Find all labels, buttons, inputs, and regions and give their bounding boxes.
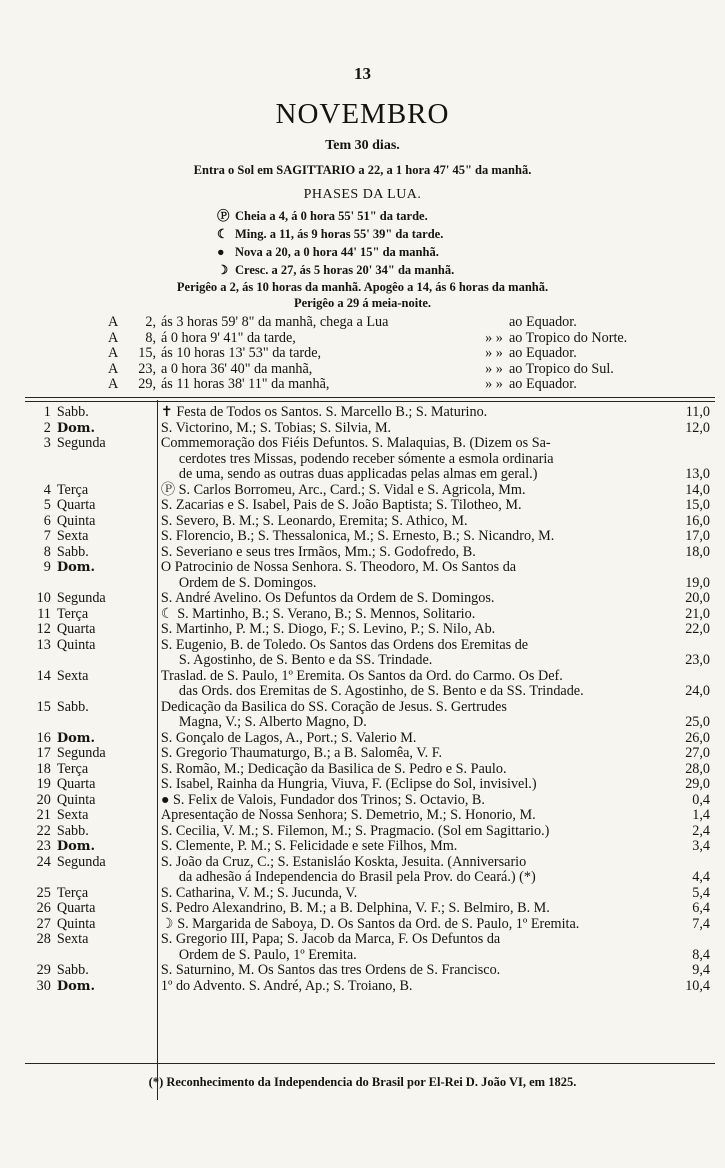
calendar-saints-text <box>161 700 663 731</box>
full-moon-icon: Ⓟ <box>217 209 230 223</box>
saints-text-line: O Patrocinio de Nossa Senhora. S. Theodoro, M. Os Santos da <box>160 559 517 575</box>
moon-age-number: 7,4 <box>692 915 711 932</box>
equator-day: 29, <box>138 376 156 392</box>
calendar-day-number: 20 <box>36 791 51 808</box>
calendar-saints-text <box>161 560 663 591</box>
calendar-weekday: Sabb. <box>56 822 89 839</box>
footnote: (*) Reconhecimento da Independencia do Brasil por El-Rei D. João VI, em 1825. <box>148 1075 577 1089</box>
moon-age-number: 28,0 <box>685 760 711 777</box>
equator-destination: ao Equador. <box>509 314 577 330</box>
moon-age-number: 13,0 <box>685 466 711 482</box>
calendar-day-number: 25 <box>36 884 51 901</box>
calendar-saints-text <box>161 901 663 917</box>
equator-day: 8, <box>145 329 156 346</box>
saints-text-line: Magna, V.; S. Alberto Magno, D. <box>178 714 367 730</box>
moon-phase-new <box>217 243 547 261</box>
calendar-weekday: Dom. <box>56 730 96 746</box>
moon-age-number: 23,0 <box>685 652 711 668</box>
saints-text-line: S. Severo, B. M.; S. Leonardo, Eremita; S. Athico, M. <box>160 512 468 529</box>
saints-text-line: S. Isabel, Rainha da Hungria, Viuva, F. (Eclipse do Sol, invisivel.) <box>160 776 537 792</box>
calendar-weekday: Segunda <box>56 435 106 451</box>
calendar-saints-text <box>161 777 663 793</box>
calendar-saints-text <box>161 669 663 700</box>
saints-text-line: S. André Avelino. Os Defuntos da Ordem de S. Domingos. <box>160 590 495 606</box>
saints-text-line: cerdotes tres Missas, podendo receber sómente a esmola ordinaria <box>178 450 554 467</box>
equator-destination: ao Tropico do Sul. <box>509 360 614 377</box>
saints-text-line: S. Eugenio, B. de Toledo. Os Santos das Ordens dos Eremitas de <box>160 636 529 653</box>
calendar-row <box>35 979 710 995</box>
calendar-row <box>35 483 710 499</box>
equator-row <box>108 377 627 393</box>
calendar-saints-text <box>161 731 663 747</box>
saints-text-line: ● S. Felix de Valois, Fundador dos Trinos; S. Octavio, B. <box>160 791 485 808</box>
calendar-saints-text <box>161 405 663 421</box>
moon-phase-text: Ming. a 11, ás 9 horas 55' 39" da tarde. <box>235 227 444 241</box>
waxing-moon-icon: ☽ <box>217 263 229 277</box>
saints-text-line: S. Saturnino, M. Os Santos das tres Ordens de S. Francisco. <box>160 962 501 978</box>
equator-ditto: » » <box>485 345 503 361</box>
new-moon-icon: ● <box>217 245 225 259</box>
calendar-weekday: Segunda <box>56 745 106 761</box>
calendar-row <box>35 405 710 421</box>
calendar-saints-text <box>161 545 663 561</box>
calendar-day-number: 21 <box>36 807 51 823</box>
equator-ditto: » » <box>485 329 503 346</box>
calendar-row <box>35 746 710 762</box>
calendar-row <box>35 700 710 731</box>
calendar-saints-text <box>161 963 663 979</box>
moon-age-number: 26,0 <box>685 729 711 746</box>
saints-text-line: S. Severiano e seus tres Irmãos, Mm.; S. Godofredo, B. <box>160 543 476 560</box>
moon-age-number: 9,4 <box>692 962 711 978</box>
moon-age-number: 11,0 <box>685 404 711 420</box>
calendar-weekday: Dom. <box>56 839 96 854</box>
saints-text-line: 1º do Advento. S. André, Ap.; S. Troiano, B. <box>160 977 413 994</box>
days-count: Tem 30 dias. <box>325 138 400 153</box>
saints-text-line: S. João da Cruz, C.; S. Estanisláo Koskta, Jesuita. (Anniversario <box>160 853 527 870</box>
moon-age-number: 3,4 <box>692 838 711 854</box>
calendar-saints-text <box>161 622 663 638</box>
calendar-day-number: 30 <box>36 977 51 994</box>
equator-row <box>108 331 627 347</box>
calendar-weekday: Quarta <box>56 497 96 513</box>
calendar-row <box>35 839 710 855</box>
calendar-day-number: 11 <box>37 605 51 622</box>
calendar-saints-text <box>161 529 663 545</box>
calendar-row <box>35 529 710 545</box>
saints-text-line: S. Gregorio Thaumaturgo, B.; a B. Salomêa, V. F. <box>160 745 443 761</box>
moon-age-number: 14,0 <box>685 481 711 498</box>
calendar-day-number: 19 <box>36 776 51 792</box>
calendar-day-number: 22 <box>36 822 51 839</box>
moon-age-number: 4,4 <box>692 869 711 885</box>
calendar-day-number: 18 <box>36 760 51 777</box>
equator-prefix: A <box>108 345 119 361</box>
calendar-weekday: Dom. <box>56 978 96 994</box>
calendar-saints-text <box>161 591 663 607</box>
saints-text-line: S. Pedro Alexandrino, B. M.; a B. Delphina, V. F.; S. Belmiro, B. M. <box>160 900 550 916</box>
equator-prefix: A <box>108 314 119 330</box>
equator-row <box>108 346 627 362</box>
calendar-weekday: Segunda <box>56 853 106 870</box>
moon-age-number: 10,4 <box>685 977 711 994</box>
equator-prefix: A <box>108 329 119 346</box>
calendar-row <box>35 622 710 638</box>
calendar-row <box>35 777 710 793</box>
calendar-weekday: Sabb. <box>56 698 89 715</box>
equator-time: ás 3 horas 59' 8" da manhã, chega a Lua <box>161 314 389 330</box>
equator-row <box>108 315 627 331</box>
saints-text-line: S. Romão, M.; Dedicação da Basilica de S. Pedro e S. Paulo. <box>160 760 507 777</box>
calendar-saints-text <box>161 917 663 933</box>
calendar-saints-text <box>161 762 663 778</box>
saints-text-line: Ⓟ S. Carlos Borromeu, Arc., Card.; S. Vidal e S. Agricola, Mm. <box>160 481 526 498</box>
moon-phases-heading: PHASES DA LUA. <box>303 187 422 202</box>
calendar-saints-text <box>161 979 663 995</box>
calendar-weekday: Quinta <box>56 915 96 932</box>
calendar-saints-text <box>161 638 663 669</box>
top-rule <box>25 397 715 398</box>
calendar-row <box>35 808 710 824</box>
calendar-day-number: 23 <box>36 838 51 854</box>
calendar-row <box>35 855 710 886</box>
calendar-weekday: Dom. <box>56 560 96 575</box>
saints-text-line: S. Clemente, P. M.; S. Felicidade e sete Filhos, Mm. <box>160 838 458 854</box>
sun-entry-line: Entra o Sol em SAGITTARIO a 22, a 1 hora 47' 45" da manhã. <box>193 163 532 177</box>
calendar-row <box>35 514 710 530</box>
saints-text-line: Commemoração dos Fiéis Defuntos. S. Malaquias, B. (Dizem os Sa- <box>160 435 551 451</box>
calendar-saints-text <box>161 746 663 762</box>
moon-age-number: 5,4 <box>692 884 711 901</box>
equator-time: ás 11 horas 38' 11" da manhã, <box>161 376 330 392</box>
bottom-rule <box>25 1063 715 1064</box>
saints-text-line: Traslad. de S. Paulo, 1º Eremita. Os Santos da Ord. do Carmo. Os Def. <box>160 667 563 684</box>
calendar-row <box>35 545 710 561</box>
calendar-day-number: 8 <box>43 543 51 560</box>
calendar-row <box>35 638 710 669</box>
calendar-weekday: Sabb. <box>56 543 89 560</box>
moon-phase-list <box>217 207 547 279</box>
moon-age-number: 24,0 <box>685 683 711 699</box>
calendar-day-number: 16 <box>36 729 51 746</box>
moon-age-number: 22,0 <box>685 621 711 637</box>
saints-text-line: S. Agostinho, de S. Bento e da SS. Trindade. <box>178 652 433 668</box>
calendar-day-number: 2 <box>43 419 51 436</box>
calendar-day-number: 29 <box>36 962 51 978</box>
calendar-row <box>35 886 710 902</box>
equator-row <box>108 362 627 378</box>
moon-age-number: 19,0 <box>685 574 711 591</box>
calendar-day-number: 5 <box>43 497 51 513</box>
saints-text-line: ☾ S. Martinho, B.; S. Verano, B.; S. Mennos, Solitario. <box>160 605 476 622</box>
calendar-day-number: 12 <box>36 621 51 637</box>
equator-ditto: » » <box>485 376 503 392</box>
saints-text-line: Ordem de S. Domingos. <box>178 574 317 591</box>
calendar-weekday: Sexta <box>56 667 89 684</box>
calendar-row <box>35 560 710 591</box>
saints-text-line: S. Cecilia, V. M.; S. Filemon, M.; S. Pragmacio. (Sol em Sagittario.) <box>160 822 550 839</box>
calendar-day-number: 1 <box>43 404 51 420</box>
calendar-weekday: Dom. <box>56 420 96 436</box>
calendar-saints-text <box>161 498 663 514</box>
moon-age-number: 1,4 <box>692 807 711 823</box>
calendar-saints-text <box>161 932 663 963</box>
moon-age-number: 27,0 <box>685 745 711 761</box>
equator-prefix: A <box>108 360 119 377</box>
calendar-day-number: 6 <box>43 512 51 529</box>
calendar-day-number: 9 <box>43 559 51 575</box>
moon-age-number: 29,0 <box>685 776 711 792</box>
calendar-weekday: Terça <box>56 760 89 777</box>
calendar-day-number: 24 <box>36 853 51 870</box>
equator-time: ás 10 horas 13' 53" da tarde, <box>161 345 322 361</box>
calendar-row <box>35 669 710 700</box>
saints-text-line: S. Florencio, B.; S. Thessalonica, M.; S. Ernesto, B.; S. Nicandro, M. <box>160 528 555 544</box>
calendar-saints-text <box>161 607 663 623</box>
calendar-saints-text <box>161 824 663 840</box>
moon-phase-waning <box>217 225 547 243</box>
calendar-row <box>35 762 710 778</box>
equator-day: 15, <box>138 345 156 361</box>
calendar-saints-text <box>161 808 663 824</box>
calendar-weekday: Quarta <box>56 776 96 792</box>
moon-phase-full <box>217 207 547 225</box>
moon-age-number: 20,0 <box>685 590 711 606</box>
moon-age-number: 16,0 <box>685 512 711 529</box>
moon-phase-text: Nova a 20, a 0 hora 44' 15" da manhã. <box>235 245 439 259</box>
saints-text-line: da adhesão á Independencia do Brasil pela Prov. do Ceará.) (*) <box>178 869 536 885</box>
moon-age-number: 0,4 <box>692 791 711 808</box>
calendar-row <box>35 932 710 963</box>
equator-day: 2, <box>145 314 156 330</box>
calendar-saints-text <box>161 793 663 809</box>
moon-age-number: 18,0 <box>685 543 711 560</box>
moon-age-number: 17,0 <box>685 528 711 544</box>
calendar-weekday: Quinta <box>56 636 96 653</box>
calendar-weekday: Quarta <box>56 900 96 916</box>
calendar-saints-text <box>161 855 663 886</box>
moon-age-number: 15,0 <box>685 497 711 513</box>
calendar-weekday: Sexta <box>56 807 89 823</box>
equator-time: á 0 hora 9' 41" da tarde, <box>161 329 296 346</box>
waning-moon-icon: ☾ <box>217 227 229 241</box>
calendar-row <box>35 901 710 917</box>
saints-calendar <box>35 405 710 994</box>
calendar-weekday: Sexta <box>56 528 89 544</box>
moon-phase-waxing <box>217 261 547 279</box>
equator-destination: ao Equador. <box>509 345 577 361</box>
calendar-row <box>35 591 710 607</box>
saints-text-line: S. Zacarias e S. Isabel, Pais de S. João Baptista; S. Tilotheo, M. <box>160 497 522 513</box>
calendar-row <box>35 824 710 840</box>
calendar-saints-text <box>161 839 663 855</box>
saints-text-line: S. Gregorio III, Papa; S. Jacob da Marca, F. Os Defuntos da <box>160 931 501 947</box>
calendar-day-number: 14 <box>36 667 51 684</box>
calendar-saints-text <box>161 436 663 483</box>
saints-text-line: Dedicação da Basilica do SS. Coração de Jesus. S. Gertrudes <box>160 698 507 715</box>
calendar-day-number: 27 <box>36 915 51 932</box>
saints-text-line: das Ords. dos Eremitas de S. Agostinho, de S. Bento e da SS. Trindade. <box>178 683 584 699</box>
saints-text-line: Ordem de S. Paulo, 1º Eremita. <box>178 946 357 963</box>
calendar-row <box>35 963 710 979</box>
calendar-weekday: Sexta <box>56 931 89 947</box>
month-title: NOVEMBRO <box>275 98 450 130</box>
calendar-day-number: 7 <box>43 528 51 544</box>
calendar-saints-text <box>161 886 663 902</box>
calendar-weekday: Terça <box>56 481 89 498</box>
moon-phase-text: Cresc. a 27, ás 5 horas 20' 34" da manhã. <box>235 263 455 277</box>
calendar-weekday: Quinta <box>56 791 96 808</box>
calendar-row <box>35 436 710 483</box>
saints-text-line: de uma, sendo as outras duas applicadas pelas almas em geral.) <box>178 466 538 482</box>
calendar-row <box>35 607 710 623</box>
saints-text-line: S. Victorino, M.; S. Tobias; S. Silvia, M. <box>160 419 392 436</box>
equator-prefix: A <box>108 376 119 392</box>
moon-age-number: 12,0 <box>685 419 711 436</box>
saints-text-line: ☽ S. Margarida de Saboya, D. Os Santos da Ord. de S. Paulo, 1º Eremita. <box>160 915 580 932</box>
calendar-weekday: Terça <box>56 605 89 622</box>
equator-time: a 0 hora 36' 40" da manhã, <box>161 360 313 377</box>
calendar-row <box>35 793 710 809</box>
moon-age-number: 25,0 <box>685 714 711 730</box>
moon-equator-table <box>108 315 627 393</box>
moon-age-number: 6,4 <box>692 900 711 916</box>
calendar-day-number: 26 <box>36 900 51 916</box>
calendar-weekday: Sabb. <box>56 962 89 978</box>
calendar-saints-text <box>161 514 663 530</box>
saints-text-line: ✝ Festa de Todos os Santos. S. Marcello B.; S. Maturino. <box>160 404 488 420</box>
calendar-day-number: 13 <box>36 636 51 653</box>
page-number: 13 <box>354 64 371 83</box>
calendar-saints-text <box>161 483 663 499</box>
saints-text-line: S. Martinho, P. M.; S. Diogo, F.; S. Levino, P.; S. Nilo, Ab. <box>160 621 496 637</box>
moon-age-number: 8,4 <box>692 946 711 963</box>
top-rule-thin <box>25 401 715 402</box>
saints-text-line: S. Catharina, V. M.; S. Jucunda, V. <box>160 884 358 901</box>
calendar-day-number: 10 <box>36 590 51 606</box>
equator-destination: ao Tropico do Norte. <box>509 329 628 346</box>
moon-age-number: 21,0 <box>685 605 711 622</box>
calendar-weekday: Terça <box>56 884 89 901</box>
calendar-day-number: 17 <box>36 745 51 761</box>
equator-ditto: » » <box>485 360 503 377</box>
calendar-day-number: 15 <box>36 698 51 715</box>
calendar-day-number: 4 <box>43 481 51 498</box>
perigee-apogee-line: Perigêo a 2, ás 10 horas da manhã. Apogêo a 14, ás 6 horas da manhã. <box>176 280 549 294</box>
calendar-day-number: 28 <box>36 931 51 947</box>
calendar-saints-text <box>161 421 663 437</box>
calendar-row <box>35 731 710 747</box>
equator-destination: ao Equador. <box>509 376 577 392</box>
equator-day: 23, <box>138 360 156 377</box>
moon-phase-text: Cheia a 4, á 0 hora 55' 51" da tarde. <box>235 209 428 223</box>
moon-age-number: 2,4 <box>692 822 711 839</box>
saints-text-line: Apresentação de Nossa Senhora; S. Demetrio, M.; S. Honorio, M. <box>160 807 536 823</box>
calendar-row <box>35 917 710 933</box>
calendar-weekday: Quinta <box>56 512 96 529</box>
calendar-day-number: 3 <box>43 435 51 451</box>
calendar-row <box>35 421 710 437</box>
calendar-weekday: Quarta <box>56 621 96 637</box>
saints-text-line: S. Gonçalo de Lagos, A., Port.; S. Valerio M. <box>160 729 417 746</box>
calendar-weekday: Sabb. <box>56 404 89 420</box>
calendar-weekday: Segunda <box>56 590 106 606</box>
perigee-second-line: Perigêo a 29 á meia-noite. <box>293 296 432 310</box>
calendar-row <box>35 498 710 514</box>
